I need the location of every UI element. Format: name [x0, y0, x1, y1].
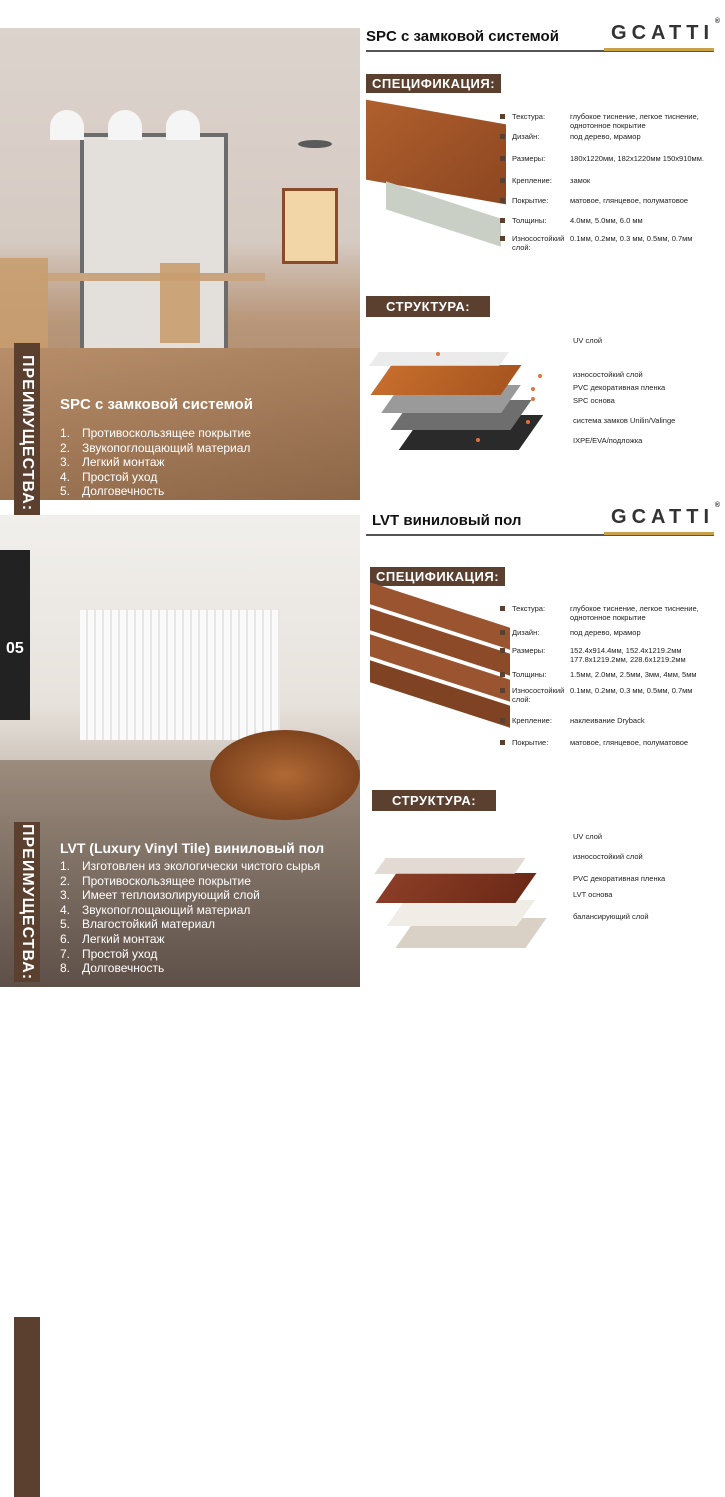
advantage-item: 7. Простой уход — [60, 946, 158, 961]
advantage-item: 8. Долговечность — [60, 961, 165, 976]
advantage-item: 2. Противоскользящее покрытие — [60, 873, 251, 888]
lvt-header — [366, 502, 720, 536]
layer-core — [387, 900, 535, 926]
layer-wear — [374, 858, 525, 874]
advantage-item: 1. Изготовлен из экологически чистого сырья — [60, 859, 321, 873]
layer-label: UV слой — [573, 336, 603, 345]
lvt-structure-diagram — [366, 828, 721, 963]
pendant-lamp — [50, 110, 84, 140]
chair — [160, 263, 200, 343]
advantage-item: 6. Легкий монтаж — [60, 931, 165, 946]
layer-label: износостойкий слой — [573, 852, 643, 861]
advantage-item: 6. Влагостойкий материал — [60, 498, 215, 513]
advantages-label: ПРЕИМУЩЕСТВА: — [14, 343, 40, 523]
layer-label: SPC основа — [573, 396, 615, 405]
layer-label: система замков Unilin/Valinge — [573, 416, 676, 425]
advantages-label: ПРЕИМУЩЕСТВА: — [14, 822, 40, 982]
layer-label: PVC декоративная пленка — [573, 383, 666, 392]
structure-tag: СТРУКТУРА: — [372, 790, 496, 811]
advantage-item: 1. Противоскользящее покрытие — [60, 426, 251, 440]
pendant-lamp — [108, 110, 142, 140]
ceiling-lamp — [298, 140, 332, 148]
layer-label: IXPE/EVA/подложка — [573, 436, 643, 445]
photo-title: LVT (Luxury Vinyl Tile) виниловый пол — [60, 840, 325, 856]
tv — [0, 550, 30, 720]
advantage-item: 5. Долговечность — [60, 484, 165, 499]
photo-title: SPC с замковой системой — [60, 396, 253, 413]
tv-screen-text: 05 — [6, 640, 24, 657]
advantage-item: 3. Имеет теплоизолирующий слой — [60, 888, 260, 903]
advantage-item: 4. Звукопоглощающий материал — [60, 902, 251, 917]
spec-tag: СПЕЦИФИКАЦИЯ: — [366, 74, 501, 93]
section-title: SPC с замковой системой — [366, 28, 559, 45]
spec-tag: СПЕЦИФИКАЦИЯ: — [370, 567, 505, 586]
logo-underline — [604, 48, 714, 51]
spc-plank-image — [366, 112, 506, 237]
lvt-planks-image — [370, 605, 510, 730]
layer-decor — [370, 365, 521, 395]
advantages-list — [60, 859, 320, 976]
spc-header — [366, 18, 720, 52]
window — [282, 188, 338, 264]
advantage-item: 3. Легкий монтаж — [60, 455, 165, 470]
window-blinds — [80, 610, 280, 740]
glass-door — [80, 133, 228, 356]
logo-underline — [604, 532, 714, 535]
chair — [0, 258, 48, 348]
section-title: LVT виниловый пол — [372, 512, 522, 529]
layer-label: LVT основа — [573, 890, 613, 899]
brand-logo: GCATTI ® — [611, 18, 720, 44]
layer-label: износостойкий слой — [573, 370, 643, 379]
advantage-item: 4. Простой уход — [60, 469, 158, 484]
lvt-interior-photo — [0, 515, 360, 987]
layer-label: UV слой — [573, 832, 603, 841]
layer-label: балансирующий слой — [573, 912, 649, 921]
pendant-lamp — [166, 110, 200, 140]
spc-structure-diagram — [366, 330, 721, 465]
advantages-label — [14, 1317, 40, 1497]
advantage-item: 5. Влагостойкий материал — [60, 917, 215, 932]
layer-decor — [375, 873, 536, 903]
brand-logo: GCATTI ® — [611, 502, 720, 528]
chair-sculpture — [210, 730, 360, 820]
advantages-list — [60, 426, 251, 514]
dining-table — [40, 273, 265, 281]
advantage-item: 2. Звукопоглощающий материал — [60, 440, 251, 455]
layer-label: PVC декоративная пленка — [573, 874, 666, 883]
spc-interior-photo — [0, 28, 360, 513]
structure-tag: СТРУКТУРА: — [366, 296, 490, 317]
